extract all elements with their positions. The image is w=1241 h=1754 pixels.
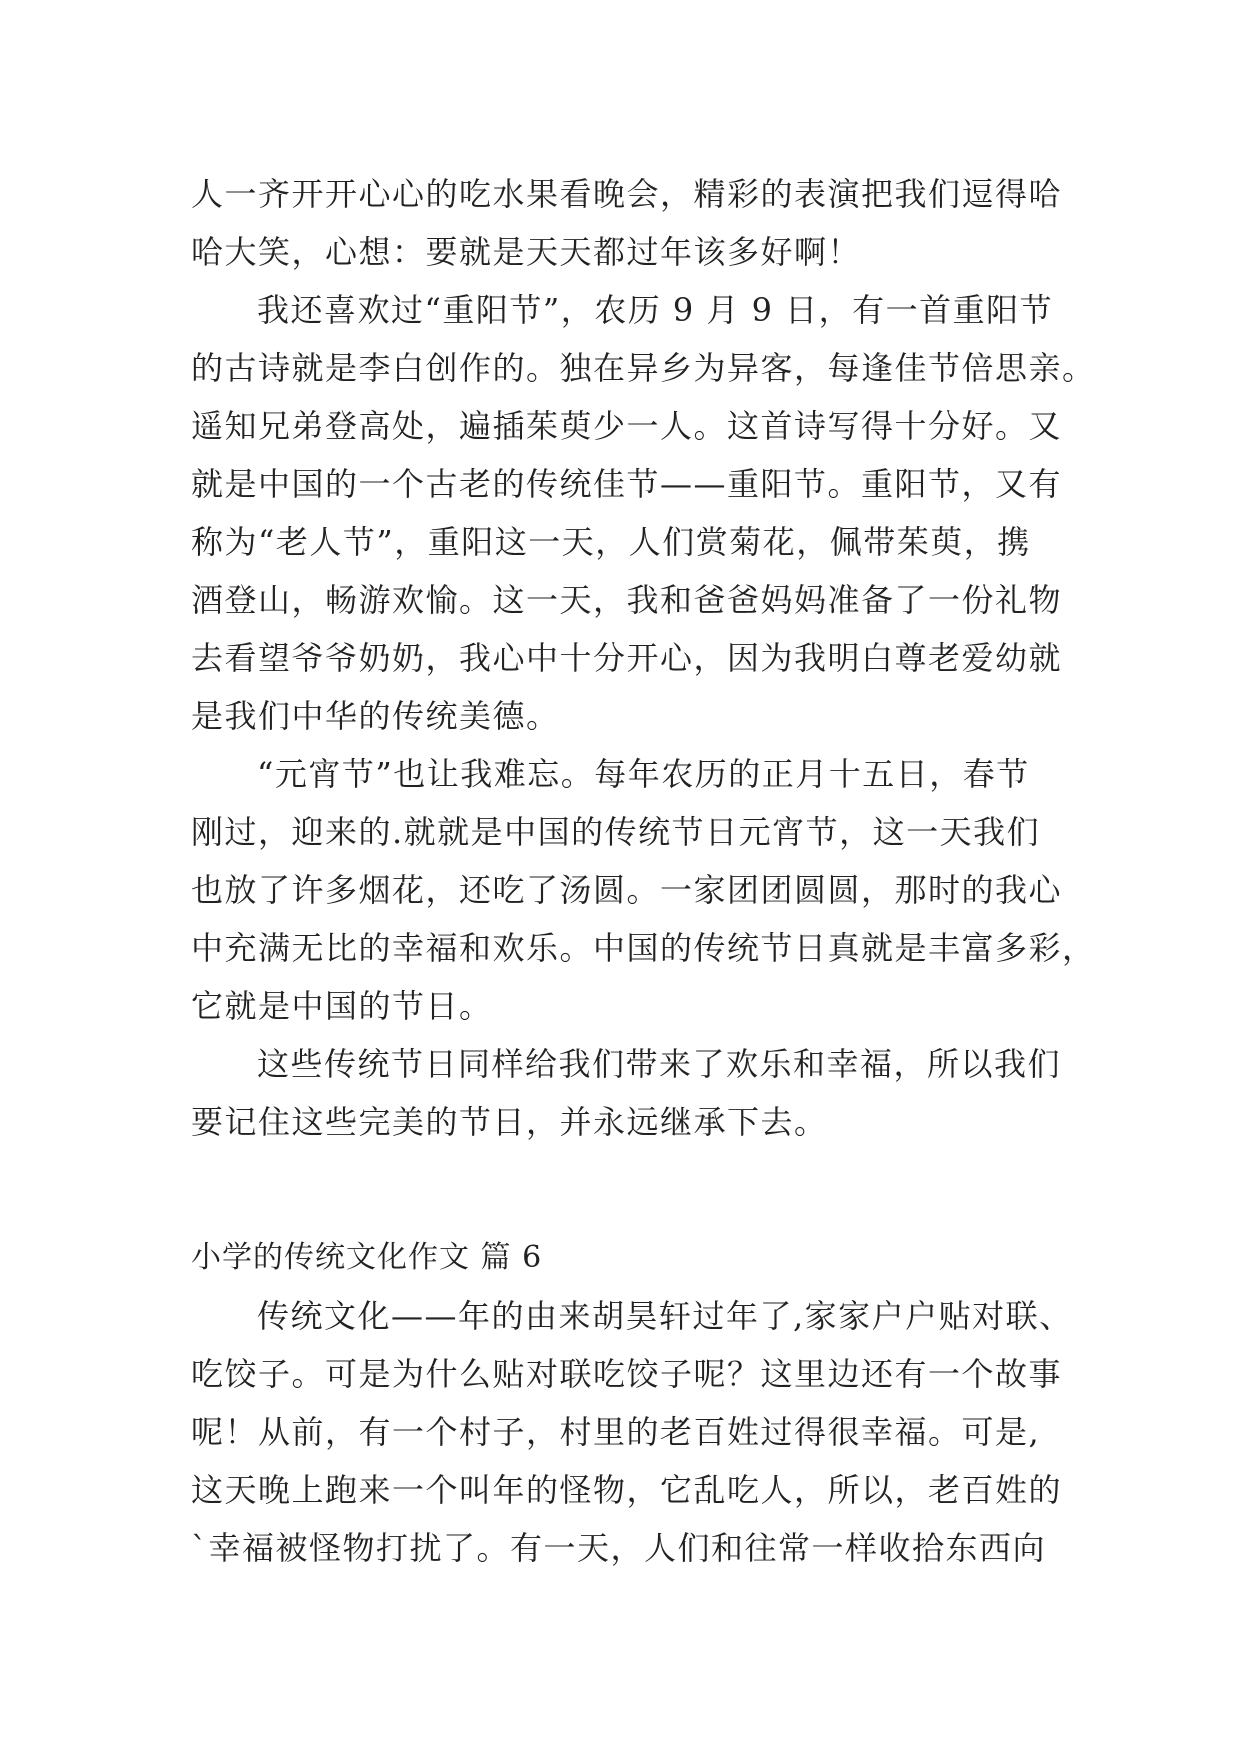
section-heading: 小学的传统文化作文 篇 6: [191, 1240, 543, 1275]
document-body: [191, 165, 1096, 1577]
text-line: 要记住这些完美的节日，并永远继承下去。: [191, 1103, 828, 1141]
paragraph-conclusion: [191, 1035, 1071, 1151]
text-line: 哈大笑，心想：要就是天天都过年该多好啊！: [191, 233, 862, 271]
text-line: “元宵节”也让我难忘。每年农历的正月十五日，春节: [257, 755, 1030, 793]
text-line: 呢！从前，有一个村子，村里的老百姓过得很幸福。可是,: [191, 1413, 1041, 1451]
paragraph-nian-origin: [191, 1287, 1071, 1577]
text-line: 它就是中国的节日。: [191, 987, 493, 1025]
paragraph-chongyang: [191, 281, 1096, 745]
text-line: 人一齐开开心心的吃水果看晚会，精彩的表演把我们逗得哈: [191, 175, 1063, 213]
section-spacer: [191, 1151, 1071, 1229]
text-line: 去看望爷爷奶奶，我心中十分开心，因为我明白尊老爱幼就: [191, 639, 1063, 677]
text-line: 这天晚上跑来一个叫年的怪物，它乱吃人，所以，老百姓的: [191, 1471, 1063, 1509]
text-line: 也放了许多烟花，还吃了汤圆。一家团团圆圆，那时的我心: [191, 871, 1063, 909]
text-line: 吃饺子。可是为什么贴对联吃饺子呢？这里边还有一个故事: [191, 1355, 1063, 1393]
text-line: 这些传统节日同样给我们带来了欢乐和幸福，所以我们: [257, 1045, 1062, 1083]
text-line: 称为“老人节”，重阳这一天，人们赏菊花，佩带茱萸，携: [191, 523, 1031, 561]
paragraph-continuation: [191, 165, 1071, 281]
text-line: 遥知兄弟登高处，遍插茱萸少一人。这首诗写得十分好。又: [191, 407, 1063, 445]
text-line: 刚过，迎来的.就就是中国的传统节日元宵节，这一天我们: [191, 813, 1041, 851]
text-line: 的古诗就是李白创作的。独在异乡为异客，每逢佳节倍思亲。: [191, 349, 1096, 387]
text-line: 中充满无比的幸福和欢乐。中国的传统节日真就是丰富多彩，: [191, 929, 1096, 967]
text-line: 传统文化——年的由来胡昊轩过年了,家家户户贴对联、: [257, 1297, 1073, 1335]
text-line: `幸福被怪物打扰了。有一天，人们和往常一样收拾东西向: [191, 1529, 1047, 1567]
paragraph-yuanxiao: [191, 745, 1096, 1035]
text-line: 就是中国的一个古老的传统佳节——重阳节。重阳节，又有: [191, 465, 1063, 503]
text-line: 酒登山，畅游欢愉。这一天，我和爸爸妈妈准备了一份礼物: [191, 581, 1063, 619]
text-line: 我还喜欢过“重阳节”，农历 9 月 9 日，有一首重阳节: [257, 291, 1054, 329]
text-line: 是我们中华的传统美德。: [191, 697, 560, 735]
